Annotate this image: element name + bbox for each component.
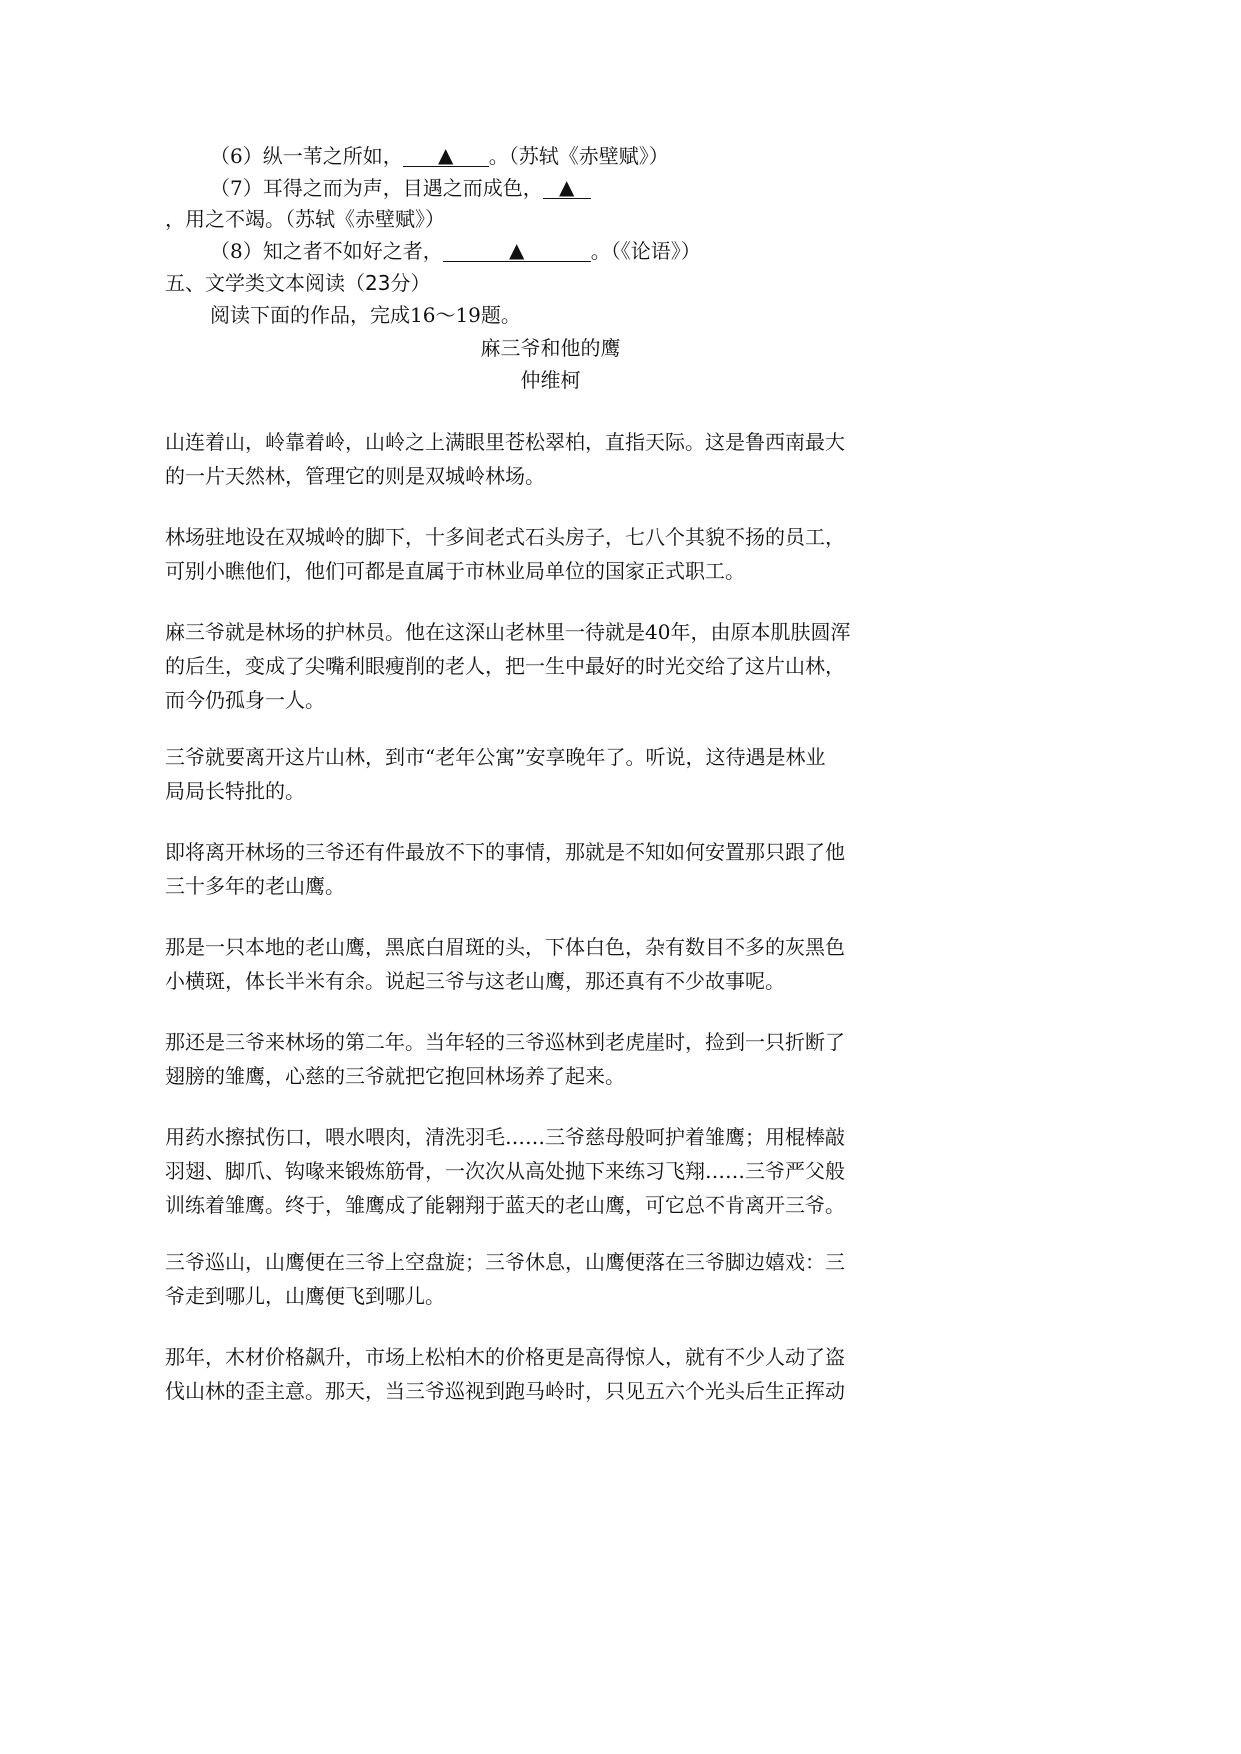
question-6-text: 纵一苇之所如， bbox=[262, 144, 403, 168]
paragraph-line: 三爷巡山，山鹰便在三爷上空盘旋；三爷休息，山鹰便落在三爷脚边嬉戏：三 bbox=[165, 1250, 845, 1274]
question-7-number: （7） bbox=[210, 176, 263, 200]
paragraph-line: 的一片天然林，管理它的则是双城岭林场。 bbox=[165, 464, 545, 488]
paragraph-8 bbox=[165, 1120, 925, 1222]
paragraph-line: 伐山林的歪主意。那天，当三爷巡视到跑马岭时，只见五六个光头后生正挥动 bbox=[165, 1379, 845, 1403]
paragraph-line: 三爷就要离开这片山林，到市“老年公寓”安享晚年了。听说，这待遇是林业 bbox=[165, 745, 826, 769]
paragraph-5 bbox=[165, 835, 925, 903]
question-7 bbox=[210, 175, 591, 201]
question-8-text: 知之者不如好之者， bbox=[262, 239, 443, 263]
paragraph-line: 用药水擦拭伤口，喂水喂肉，清洗羽毛……三爷慈母般呵护着雏鹰；用棍棒敲 bbox=[165, 1125, 845, 1149]
question-6 bbox=[210, 143, 669, 169]
paragraph-line: 那年，木材价格飙升，市场上松柏木的价格更是高得惊人，就有不少人动了盗 bbox=[165, 1345, 845, 1369]
paragraph-9 bbox=[165, 1245, 925, 1313]
question-6-source: 。（苏轼《赤壁赋》） bbox=[488, 144, 669, 168]
paragraph-6 bbox=[165, 930, 925, 998]
paragraph-line: 局局长特批的。 bbox=[165, 779, 305, 803]
paragraph-line: 林场驻地设在双城岭的脚下，十多间老式石头房子，七八个其貌不扬的员工， bbox=[165, 525, 845, 549]
paragraph-line: 山连着山，岭靠着岭，山岭之上满眼里苍松翠柏，直指天际。这是鲁西南最大 bbox=[165, 430, 845, 454]
paragraph-7 bbox=[165, 1025, 925, 1093]
paragraph-2 bbox=[165, 520, 925, 588]
paragraph-line: 的后生，变成了尖嘴利眼瘦削的老人，把一生中最好的时光交给了这片山林， bbox=[165, 654, 845, 678]
section-instruction: 阅读下面的作品，完成16～19题。 bbox=[210, 303, 521, 327]
paragraph-line: 那是一只本地的老山鹰，黑底白眉斑的头，下体白色，杂有数目不多的灰黑色 bbox=[165, 935, 845, 959]
question-8 bbox=[210, 238, 701, 264]
paragraph-1 bbox=[165, 425, 925, 493]
paragraph-line: 翅膀的雏鹰，心慈的三爷就把它抱回林场养了起来。 bbox=[165, 1064, 625, 1088]
question-7-source: ，用之不竭。（苏轼《赤壁赋》） bbox=[165, 207, 445, 231]
paragraph-line: 三十多年的老山鹰。 bbox=[165, 874, 345, 898]
paragraph-line: 爷走到哪儿，山鹰便飞到哪儿。 bbox=[165, 1284, 445, 1308]
paragraph-line: 训练着雏鹰。终于，雏鹰成了能翱翔于蓝天的老山鹰，可它总不肯离开三爷。 bbox=[165, 1193, 845, 1217]
paragraph-line: 麻三爷就是林场的护林员。他在这深山老林里一待就是40年，由原本肌肤圆浑 bbox=[165, 620, 851, 644]
paragraph-line: 小横斑，体长半米有余。说起三爷与这老山鹰，那还真有不少故事呢。 bbox=[165, 969, 785, 993]
paragraph-line: 可别小瞧他们，他们可都是直属于市林业局单位的国家正式职工。 bbox=[165, 559, 745, 583]
section-heading: 五、文学类文本阅读（23分） bbox=[165, 271, 431, 295]
paragraph-10 bbox=[165, 1340, 925, 1408]
paragraph-line: 那还是三爷来林场的第二年。当年轻的三爷巡林到老虎崖时，捡到一只折断了 bbox=[165, 1030, 845, 1054]
paragraph-3 bbox=[165, 615, 925, 717]
article-author: 仲维柯 bbox=[520, 368, 581, 392]
question-7-continuation bbox=[165, 206, 445, 232]
paragraph-line: 而今仍孤身一人。 bbox=[165, 688, 325, 712]
answer-blank-6[interactable]: ▲ bbox=[403, 144, 489, 167]
question-8-number: （8） bbox=[210, 239, 263, 263]
paragraph-4 bbox=[165, 740, 925, 808]
paragraph-line: 即将离开林场的三爷还有件最放不下的事情，那就是不知如何安置那只跟了他 bbox=[165, 840, 845, 864]
answer-blank-7[interactable]: ▲ bbox=[543, 176, 591, 199]
question-8-source: 。（《论语》） bbox=[590, 239, 701, 263]
question-6-number: （6） bbox=[210, 144, 263, 168]
paragraph-line: 羽翅、脚爪、钩喙来锻炼筋骨，一次次从高处抛下来练习飞翔……三爷严父般 bbox=[165, 1159, 845, 1183]
question-7-text: 耳得之而为声，目遇之而成色， bbox=[262, 176, 543, 200]
article-title: 麻三爷和他的鹰 bbox=[480, 336, 621, 360]
answer-blank-8[interactable]: ▲ bbox=[443, 239, 591, 262]
